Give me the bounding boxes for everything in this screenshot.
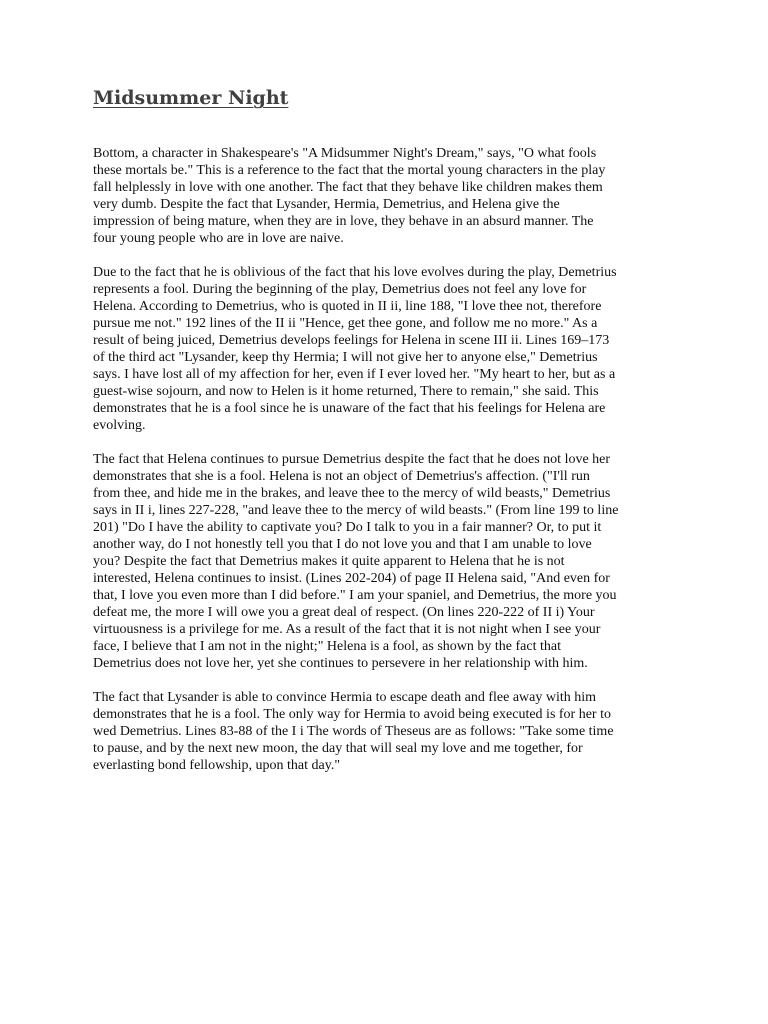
paragraph-line: very dumb. Despite the fact that Lysander, Hermia, Demetrius, and Helena give the	[93, 197, 560, 212]
body-paragraph	[93, 689, 683, 774]
paragraph-line: face, I believe that I am not in the night;" Helena is a fool, as shown by the fact that	[93, 639, 561, 654]
paragraph-line: demonstrates that he is a fool. The only way for Hermia to avoid being executed is for her to	[93, 707, 611, 722]
paragraph-line: defeat me, the more I will owe you a great deal of respect. (On lines 220-222 of II i) Your	[93, 605, 595, 620]
paragraph-line: says in II i, lines 227-228, "and leave thee to the mercy of wild beasts." (From line 199 to line	[93, 503, 619, 518]
body-paragraph	[93, 145, 683, 247]
body-paragraph	[93, 264, 683, 434]
document-title: Midsummer Night	[93, 87, 289, 109]
paragraph-line: another way, do I not honestly tell you that I do not love you and that I am unable to love	[93, 537, 592, 552]
paragraph-line: The fact that Helena continues to pursue Demetrius despite the fact that he does not love her	[93, 452, 611, 467]
paragraph-line: these mortals be." This is a reference to the fact that the mortal young characters in the play	[93, 163, 606, 178]
paragraph-line: that, I love you even more than I did before." I am your spaniel, and Demetrius, the more you	[93, 588, 617, 603]
body-paragraph	[93, 451, 683, 672]
paragraph-line: demonstrates that he is a fool since he is unaware of the fact that his feelings for Helena are	[93, 401, 606, 416]
paragraph-line: guest-wise sojourn, and now to Helen is it home returned, There to remain," she said. This	[93, 384, 599, 399]
paragraph-line: everlasting bond fellowship, upon that day."	[93, 758, 341, 773]
paragraph-line: Helena. According to Demetrius, who is quoted in II ii, line 188, "I love thee not, therefore	[93, 299, 602, 314]
paragraph-line: says. I have lost all of my affection for her, even if I ever loved her. "My heart to her, but as a	[93, 367, 616, 382]
paragraph-line: from thee, and hide me in the brakes, and leave thee to the mercy of wild beasts," Demetrius	[93, 486, 611, 501]
paragraph-line: you? Despite the fact that Demetrius makes it quite apparent to Helena that he is not	[93, 554, 565, 569]
paragraph-line: to pause, and by the next new moon, the day that will seal my love and me together, for	[93, 741, 583, 756]
paragraph-line: demonstrates that she is a fool. Helena is not an object of Demetrius's affection. ("I'll run	[93, 469, 590, 484]
paragraph-line: wed Demetrius. Lines 83-88 of the I i The words of Theseus are as follows: "Take some time	[93, 724, 614, 739]
paragraph-line: 201) "Do I have the ability to captivate you? Do I talk to you in a fair manner? Or, to put it	[93, 520, 602, 535]
paragraph-line: four young people who are in love are naive.	[93, 231, 344, 246]
paragraph-line: virtuousness is a privilege for me. As a result of the fact that it is not night when I see your	[93, 622, 601, 637]
paragraph-line: represents a fool. During the beginning of the play, Demetrius does not feel any love for	[93, 282, 587, 297]
paragraph-line: pursue me not." 192 lines of the II ii "Hence, get thee gone, and follow me no more." As a	[93, 316, 598, 331]
paragraph-line: Bottom, a character in Shakespeare's "A Midsummer Night's Dream," says, "O what fools	[93, 146, 597, 161]
paragraph-line: Due to the fact that he is oblivious of the fact that his love evolves during the play, Demetrius	[93, 265, 617, 280]
paragraph-line: The fact that Lysander is able to convince Hermia to escape death and flee away with him	[93, 690, 597, 705]
paragraph-line: Demetrius does not love her, yet she continues to persevere in her relationship with him.	[93, 656, 588, 671]
paragraph-line: result of being juiced, Demetrius develops feelings for Helena in scene III ii. Lines 169–173	[93, 333, 610, 348]
paragraph-line: of the third act "Lysander, keep thy Hermia; I will not give her to anyone else," Demetrius	[93, 350, 598, 365]
paragraph-line: interested, Helena continues to insist. (Lines 202-204) of page II Helena said, "And even for	[93, 571, 610, 586]
paragraph-line: impression of being mature, when they are in love, they behave in an absurd manner. The	[93, 214, 594, 229]
paragraph-line: fall helplessly in love with one another. The fact that they behave like children makes them	[93, 180, 603, 195]
document-body	[93, 145, 683, 791]
paragraph-line: evolving.	[93, 418, 146, 433]
